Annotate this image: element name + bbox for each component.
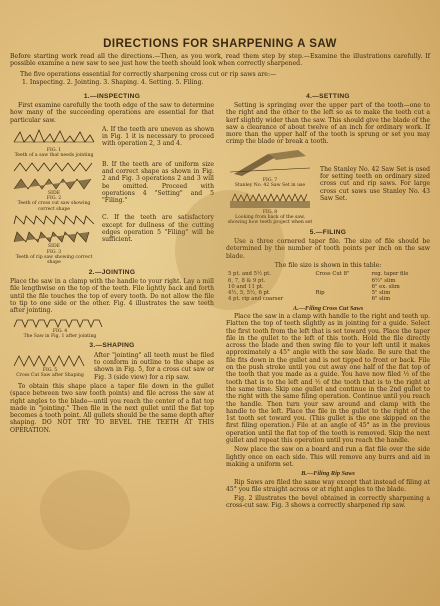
page-title: DIRECTIONS FOR SHARPENING A SAW xyxy=(103,38,337,50)
figure-5-number: FIG. 5 xyxy=(42,367,58,373)
figure-5 xyxy=(10,352,90,381)
figure-4-number: FIG. 4 xyxy=(52,328,68,334)
figure-7 xyxy=(226,148,314,189)
section-heading-jointing: 2.—JOINTING xyxy=(88,268,136,276)
figure-3-side-label: SIDE xyxy=(48,244,60,250)
figure-3-number: FIG. 3 xyxy=(46,249,62,255)
table-row: 4½, 5, 5½, 6 pt. Rip 5" slim xyxy=(228,290,391,297)
section-heading-filing: 5.—FILING xyxy=(309,228,347,236)
figure-3 xyxy=(10,214,98,266)
figure-8 xyxy=(226,192,314,226)
figure-3-caption: Teeth of rip saw showing correct shape xyxy=(15,255,93,266)
rip-saw-teeth-drawing xyxy=(12,214,96,244)
filing-cross-cut-text-2: Now place the saw on a board and run a flat file over the side lightly once on each side. This will remove any burrs and aid in making a uniform set. xyxy=(226,446,430,468)
set-teeth-back-view-drawing xyxy=(228,192,312,210)
shaping-text: After "jointing" all teeth must be filed to conform in outline to the shape as shown in Fig. 5, for a cross cut saw or Fig. 3 (side view) for a rip saw. xyxy=(94,351,214,381)
operations-intro: The five operations essential for correctly sharpening cross cut or rip saws are:— xyxy=(20,70,277,78)
figure-8-number: FIG. 8 xyxy=(262,209,278,215)
setting-text-2: The Stanley No. 42 Saw Set is used for setting teeth on ordinary sized cross cut and rip saws. For large cross cut saws use Stanley No. 43 Saw Set. xyxy=(320,165,430,202)
table-row: 5 pt. and 5½ pt. Cross Cut 8" reg. taper file xyxy=(228,271,409,278)
cross-cut-teeth-drawing xyxy=(12,161,96,191)
filing-cross-cut-text: Place the saw in a clamp with handle to the right and teeth up. Flatten the top of teeth slightly as in jointing for a guide. Select the first tooth from the left that is set toward you. Place the taper file in the gullet to the left of this tooth. Hold the file directly across the blade and then swing file to your left until it makes approximately a 45° angle with the saw blade. Be sure that the file fits down in the gullet and is not tipped to front or back. File on the push stroke until you cut away one half of the flat top of the tooth that you made as a guide. You have now filed ½ of the tooth that is to the left and ½ of the tooth that is to the right at the same time. Skip one gullet and continue in the 2nd gullet to the right with the same filing operation. Continue until you reach the handle. Then turn your saw around and clamp with the handle to the left. Place the file in the gullet to the right of the 1st tooth set toward you. (This gullet is the one skipped on the first filing operation.) File at an angle of 45° as in the previous operation until the flat top of the tooth is removed. Skip the next gullet and repeat this operation until you reach the handle. xyxy=(226,313,430,445)
left-column xyxy=(10,90,214,512)
figure-5-caption: Cross Cut Saw after Shaping xyxy=(16,373,84,379)
file-size-table xyxy=(226,271,430,302)
jointed-teeth-drawing xyxy=(12,315,108,329)
filing-rip-text-2: Fig. 2 illustrates the bevel obtained in correctly sharpening a cross-cut saw. Fig. 3 shows a correctly sharpened rip saw. xyxy=(226,495,430,510)
subheading-filing-rip: B.—Filing Rip Saws xyxy=(301,470,355,478)
operations-list: 1. Inspecting. 2. Jointing. 3. Shaping. 4. Setting. 5. Filing. xyxy=(22,79,204,87)
figure-7-caption: Stanley No. 42 Saw Set in use xyxy=(234,183,306,189)
figure-1-number: FIG. 1 xyxy=(46,147,62,153)
filing-rip-text: Rip Saws are filed the same way except that instead of filing at 45° you file straight across or at right angles to the blade. xyxy=(226,478,430,493)
table-row: 4 pt. rip and coarser 6" slim xyxy=(228,296,391,303)
right-column xyxy=(226,90,430,512)
figure-4-caption: The Saw in Fig. 1 after jointing xyxy=(23,334,97,340)
figure-8-caption: Looking from back of the saw, showing how teeth project when set xyxy=(227,214,313,226)
shaping-text-2: To obtain this shape place a taper file down in the gullet (space between two saw tooth points) and file across the saw at right angles to the blade—until you reach the center of a flat top made in "jointing." Then file in the next gullet until the flat top becomes a tooth point. All gullets should be the same depth after shaping. DO NOT TRY TO BEVEL THE TEETH AT THIS OPERATION. xyxy=(10,382,214,434)
filing-text: Use a three cornered taper file. The size of file should be determined by the number of tooth points per inch on the saw blade. xyxy=(226,238,430,260)
inspecting-item-a: A. If the teeth are uneven as shown in Fig. 1 it is necessary to proceed with operation 2, 3 and 4. xyxy=(102,125,214,148)
section-heading-setting: 4.—SETTING xyxy=(306,92,350,100)
figure-2 xyxy=(10,161,98,213)
saw-set-tool-drawing xyxy=(228,148,312,178)
figure-2-caption: Teeth of cross cut saw showing correct shape xyxy=(17,201,91,212)
figure-7-number: FIG. 7 xyxy=(262,177,278,183)
shaped-teeth-drawing xyxy=(12,352,88,368)
intro-paragraph: Before starting work read all the directions.—Then, as you work, read them step by step.—Examine the illustrations carefully. If possible examine a new saw to see just how the teeth should look when correctly sharpened. xyxy=(10,53,430,68)
filing-table-intro: The file size is shown in this table: xyxy=(274,261,382,269)
figure-4 xyxy=(10,315,110,340)
setting-text: Setting is springing over the upper part of the tooth—one to the right and the other to the left so as to make the teeth cut a kerf slightly wider than the saw. This should give the blade of the saw a clearance of about twelve of an inch for ordinary work. If more than the upper half of the tooth is sprung or set you may crimp the blade or break a tooth. xyxy=(226,101,430,146)
section-heading-inspecting: 1.—INSPECTING xyxy=(83,92,141,100)
figure-2-side-label: SIDE xyxy=(48,190,60,196)
subheading-filing-cross-cut: A.—Filing Cross Cut Saws xyxy=(292,304,364,312)
table-row: 10 and 11 pt. 6" ex. slim xyxy=(228,283,400,290)
jointing-text: Place the saw in a clamp with the handle to your right. Lay a mill file lengthwise on the top of the teeth. File lightly back and forth until the file touches the top of every tooth. Do not allow the file to tip to one side or the other. Fig. 4 illustrates the saw teeth after jointing. xyxy=(10,278,214,315)
inspecting-item-b: B. If the teeth are of uniform size and correct shape as shown in Fig. 2 and Fig. 3 operations 2 and 3 will be omitted. Proceed with operations 4 "Setting" and 5 "Filing." xyxy=(102,160,214,205)
section-heading-shaping: 3.—SHAPING xyxy=(89,342,135,350)
uneven-teeth-drawing xyxy=(12,126,96,148)
table-row: 6, 7, 8 & 9 pt. 6½" slim xyxy=(228,277,396,284)
inspecting-text: First examine carefully the tooth edge of the saw to determine how many of the succeeding operations are essential for that particular saw. xyxy=(10,101,214,124)
figure-1 xyxy=(10,126,98,159)
figure-2-number: FIG. 2 xyxy=(46,196,62,202)
inspecting-item-c: C. If the teeth are satisfactory except for dullness of the cutting edges operation 5 "Filing" will be sufficient. xyxy=(102,214,214,244)
figure-1-caption: Teeth of a saw that needs jointing xyxy=(14,153,94,159)
